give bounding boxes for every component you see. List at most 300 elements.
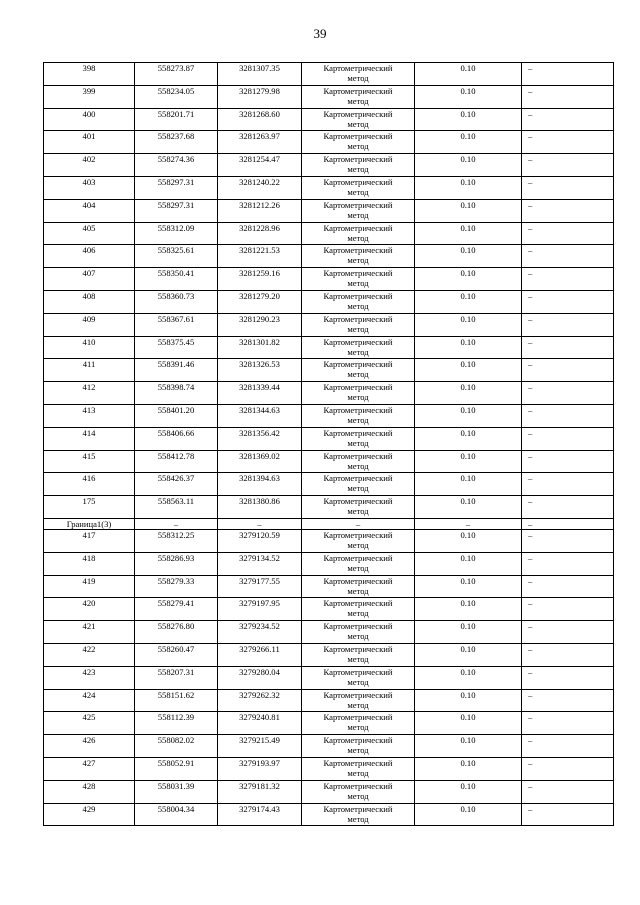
method-line-1: Картометрический	[323, 780, 393, 791]
method-cell	[302, 199, 415, 222]
coordinates-table-body	[44, 63, 614, 826]
method-cell	[302, 154, 415, 177]
method-line-2: метод	[347, 278, 369, 289]
note-cell: –	[522, 154, 614, 177]
method-cell	[302, 643, 415, 666]
x-coordinate-cell: 558350.41	[135, 268, 218, 291]
precision-cell: 0.10	[415, 268, 522, 291]
table-row	[44, 222, 614, 245]
x-coordinate-cell: 558297.31	[135, 199, 218, 222]
table-row	[44, 63, 614, 86]
note-cell: –	[522, 780, 614, 803]
method-line-2: метод	[347, 95, 369, 106]
note-cell: –	[522, 222, 614, 245]
note-cell: –	[522, 176, 614, 199]
y-coordinate-cell: 3281212.26	[218, 199, 302, 222]
x-coordinate-cell: 558279.41	[135, 598, 218, 621]
point-number-cell: 421	[44, 621, 135, 644]
x-coordinate-cell: 558031.39	[135, 780, 218, 803]
method-cell	[302, 598, 415, 621]
point-number-cell: 418	[44, 552, 135, 575]
note-cell: –	[522, 199, 614, 222]
method-line-1: Картометрический	[323, 404, 393, 415]
note-cell: –	[522, 336, 614, 359]
x-coordinate-cell: 558391.46	[135, 359, 218, 382]
point-number-cell: 420	[44, 598, 135, 621]
note-cell: –	[522, 85, 614, 108]
y-coordinate-cell: 3279174.43	[218, 803, 302, 826]
x-coordinate-cell: 558151.62	[135, 689, 218, 712]
precision-cell: 0.10	[415, 598, 522, 621]
method-cell	[302, 575, 415, 598]
y-coordinate-cell: 3281394.63	[218, 473, 302, 496]
method-line-2: метод	[347, 73, 369, 83]
method-cell	[302, 268, 415, 291]
method-line-2: метод	[347, 141, 369, 152]
method-cell	[302, 131, 415, 154]
method-line-1: Картометрический	[323, 598, 393, 609]
y-coordinate-cell: 3279215.49	[218, 735, 302, 758]
method-cell	[302, 85, 415, 108]
y-coordinate-cell: 3279177.55	[218, 575, 302, 598]
table-row	[44, 712, 614, 735]
method-line-1: Картометрический	[323, 131, 393, 142]
precision-cell: 0.10	[415, 108, 522, 131]
precision-cell: 0.10	[415, 222, 522, 245]
x-coordinate-cell: 558082.02	[135, 735, 218, 758]
precision-cell: 0.10	[415, 427, 522, 450]
note-cell: –	[522, 598, 614, 621]
x-coordinate-cell: 558201.71	[135, 108, 218, 131]
precision-cell: 0.10	[415, 473, 522, 496]
method-line-1: Картометрический	[323, 176, 393, 187]
method-line-1: Картометрический	[323, 552, 393, 563]
point-number-cell: 403	[44, 176, 135, 199]
x-coordinate-cell: 558325.61	[135, 245, 218, 268]
y-coordinate-cell: 3279262.32	[218, 689, 302, 712]
table-row	[44, 290, 614, 313]
note-cell: –	[522, 108, 614, 131]
note-cell: –	[522, 63, 614, 86]
method-cell	[302, 108, 415, 131]
method-cell	[302, 473, 415, 496]
x-coordinate-cell: 558297.31	[135, 176, 218, 199]
method-line-2: метод	[347, 745, 369, 756]
method-line-2: метод	[347, 562, 369, 573]
method-line-2: метод	[347, 767, 369, 778]
method-cell	[302, 496, 415, 519]
y-coordinate-cell: –	[218, 518, 302, 529]
table-row	[44, 427, 614, 450]
point-number-cell: 422	[44, 643, 135, 666]
method-line-1: Картометрический	[323, 575, 393, 586]
point-number-cell: 414	[44, 427, 135, 450]
table-row	[44, 643, 614, 666]
method-line-2: метод	[347, 653, 369, 664]
precision-cell: 0.10	[415, 245, 522, 268]
method-cell	[302, 336, 415, 359]
table-row	[44, 666, 614, 689]
y-coordinate-cell: 3281279.20	[218, 290, 302, 313]
x-coordinate-cell: 558273.87	[135, 63, 218, 86]
note-cell: –	[522, 359, 614, 382]
method-cell	[302, 780, 415, 803]
note-cell: –	[522, 803, 614, 826]
table-row	[44, 176, 614, 199]
method-cell	[302, 757, 415, 780]
table-row	[44, 268, 614, 291]
point-number-cell: 416	[44, 473, 135, 496]
method-line-2: метод	[347, 323, 369, 334]
method-line-1: Картометрический	[323, 450, 393, 461]
method-line-1: Картометрический	[323, 712, 393, 723]
method-line-1: Картометрический	[323, 245, 393, 256]
method-line-2: метод	[347, 392, 369, 403]
note-cell: –	[522, 643, 614, 666]
precision-cell: 0.10	[415, 643, 522, 666]
method-line-2: метод	[347, 631, 369, 642]
method-cell	[302, 222, 415, 245]
table-row	[44, 735, 614, 758]
note-cell: –	[522, 245, 614, 268]
table-row	[44, 245, 614, 268]
method-line-2: метод	[347, 118, 369, 129]
point-number-cell: 419	[44, 575, 135, 598]
precision-cell: 0.10	[415, 313, 522, 336]
y-coordinate-cell: 3279193.97	[218, 757, 302, 780]
method-line-1: Картометрический	[323, 757, 393, 768]
note-cell: –	[522, 404, 614, 427]
y-coordinate-cell: 3281369.02	[218, 450, 302, 473]
point-number-cell: 426	[44, 735, 135, 758]
y-coordinate-cell: 3281268.60	[218, 108, 302, 131]
y-coordinate-cell: 3281228.96	[218, 222, 302, 245]
y-coordinate-cell: 3281221.53	[218, 245, 302, 268]
method-line-1: Картометрический	[323, 268, 393, 279]
precision-cell: 0.10	[415, 575, 522, 598]
note-cell: –	[522, 529, 614, 552]
y-coordinate-cell: 3281240.22	[218, 176, 302, 199]
precision-cell: 0.10	[415, 359, 522, 382]
point-number-cell: 424	[44, 689, 135, 712]
method-cell	[302, 689, 415, 712]
method-cell	[302, 427, 415, 450]
x-coordinate-cell: 558207.31	[135, 666, 218, 689]
y-coordinate-cell: 3281326.53	[218, 359, 302, 382]
table-row	[44, 131, 614, 154]
method-line-1: Картометрический	[323, 154, 393, 165]
method-line-1: Картометрический	[323, 689, 393, 700]
precision-cell: –	[415, 518, 522, 529]
x-coordinate-cell: 558286.93	[135, 552, 218, 575]
x-coordinate-cell: 558279.33	[135, 575, 218, 598]
method-line-2: метод	[347, 232, 369, 243]
table-row	[44, 621, 614, 644]
note-cell: –	[522, 427, 614, 450]
x-coordinate-cell: 558112.39	[135, 712, 218, 735]
precision-cell: 0.10	[415, 803, 522, 826]
precision-cell: 0.10	[415, 85, 522, 108]
x-coordinate-cell: 558426.37	[135, 473, 218, 496]
note-cell: –	[522, 382, 614, 405]
coordinates-table	[43, 62, 614, 826]
precision-cell: 0.10	[415, 154, 522, 177]
point-number-cell: 409	[44, 313, 135, 336]
method-line-2: метод	[347, 460, 369, 471]
y-coordinate-cell: 3281301.82	[218, 336, 302, 359]
x-coordinate-cell: 558360.73	[135, 290, 218, 313]
method-line-1: Картометрический	[323, 735, 393, 746]
method-line-1: Картометрический	[323, 643, 393, 654]
precision-cell: 0.10	[415, 529, 522, 552]
x-coordinate-cell: 558406.66	[135, 427, 218, 450]
method-line-2: метод	[347, 585, 369, 596]
precision-cell: 0.10	[415, 780, 522, 803]
method-line-2: метод	[347, 209, 369, 220]
note-cell: –	[522, 552, 614, 575]
note-cell: –	[522, 575, 614, 598]
y-coordinate-cell: 3281344.63	[218, 404, 302, 427]
point-number-cell: 411	[44, 359, 135, 382]
x-coordinate-cell: 558412.78	[135, 450, 218, 473]
point-number-cell: 408	[44, 290, 135, 313]
method-line-2: метод	[347, 483, 369, 494]
note-cell: –	[522, 666, 614, 689]
y-coordinate-cell: 3279120.59	[218, 529, 302, 552]
method-line-1: Картометрический	[323, 63, 393, 73]
precision-cell: 0.10	[415, 176, 522, 199]
note-cell: –	[522, 450, 614, 473]
y-coordinate-cell: 3281356.42	[218, 427, 302, 450]
x-coordinate-cell: 558367.61	[135, 313, 218, 336]
table-row	[44, 598, 614, 621]
point-number-cell: 417	[44, 529, 135, 552]
point-number-cell: 407	[44, 268, 135, 291]
point-number-cell: 415	[44, 450, 135, 473]
point-number-cell: 401	[44, 131, 135, 154]
method-line-1: Картометрический	[323, 803, 393, 814]
page-number: 39	[313, 26, 327, 41]
table-row	[44, 757, 614, 780]
precision-cell: 0.10	[415, 63, 522, 86]
table-row	[44, 689, 614, 712]
y-coordinate-cell: 3281259.16	[218, 268, 302, 291]
method-line-2: метод	[347, 300, 369, 311]
x-coordinate-cell: 558274.36	[135, 154, 218, 177]
note-cell: –	[522, 621, 614, 644]
y-coordinate-cell: 3281307.35	[218, 63, 302, 86]
point-number-cell: 399	[44, 85, 135, 108]
x-coordinate-cell: 558234.05	[135, 85, 218, 108]
precision-cell: 0.10	[415, 735, 522, 758]
method-line-2: метод	[347, 813, 369, 824]
x-coordinate-cell: –	[135, 518, 218, 529]
method-line-2: метод	[347, 699, 369, 710]
note-cell: –	[522, 313, 614, 336]
method-line-1: Картометрический	[323, 382, 393, 393]
y-coordinate-cell: 3281263.97	[218, 131, 302, 154]
table-row	[44, 450, 614, 473]
method-line-1: Картометрический	[323, 336, 393, 347]
point-number-cell: 413	[44, 404, 135, 427]
precision-cell: 0.10	[415, 757, 522, 780]
table-row	[44, 382, 614, 405]
method-cell	[302, 621, 415, 644]
method-line-2: метод	[347, 676, 369, 687]
y-coordinate-cell: 3281279.98	[218, 85, 302, 108]
table-row	[44, 496, 614, 519]
x-coordinate-cell: 558398.74	[135, 382, 218, 405]
precision-cell: 0.10	[415, 496, 522, 519]
method-line-2: метод	[347, 369, 369, 380]
table-row	[44, 313, 614, 336]
method-line-2: метод	[347, 437, 369, 448]
precision-cell: 0.10	[415, 199, 522, 222]
method-line-1: Картометрический	[323, 313, 393, 324]
method-cell	[302, 712, 415, 735]
table-row	[44, 108, 614, 131]
method-line-2: метод	[347, 164, 369, 175]
precision-cell: 0.10	[415, 290, 522, 313]
point-number-cell: 406	[44, 245, 135, 268]
method-line-1: Картометрический	[323, 621, 393, 632]
y-coordinate-cell: 3281380.86	[218, 496, 302, 519]
y-coordinate-cell: 3281339.44	[218, 382, 302, 405]
method-line-2: метод	[347, 346, 369, 357]
method-line-2: метод	[347, 539, 369, 550]
point-number-cell: 427	[44, 757, 135, 780]
y-coordinate-cell: 3279240.81	[218, 712, 302, 735]
precision-cell: 0.10	[415, 404, 522, 427]
x-coordinate-cell: 558004.34	[135, 803, 218, 826]
x-coordinate-cell: 558276.80	[135, 621, 218, 644]
method-cell	[302, 290, 415, 313]
method-line-2: метод	[347, 608, 369, 619]
precision-cell: 0.10	[415, 621, 522, 644]
method-cell	[302, 245, 415, 268]
y-coordinate-cell: 3279266.11	[218, 643, 302, 666]
note-cell: –	[522, 689, 614, 712]
method-line-2: метод	[347, 722, 369, 733]
precision-cell: 0.10	[415, 131, 522, 154]
note-cell: –	[522, 268, 614, 291]
method-line-2: метод	[347, 255, 369, 266]
y-coordinate-cell: 3281290.23	[218, 313, 302, 336]
method-line-2: метод	[347, 506, 369, 517]
y-coordinate-cell: 3281254.47	[218, 154, 302, 177]
x-coordinate-cell: 558312.09	[135, 222, 218, 245]
note-cell: –	[522, 496, 614, 519]
method-line-1: Картометрический	[323, 359, 393, 370]
note-cell: –	[522, 735, 614, 758]
method-line-1: Картометрический	[323, 473, 393, 484]
method-cell: –	[302, 518, 415, 529]
y-coordinate-cell: 3279234.52	[218, 621, 302, 644]
precision-cell: 0.10	[415, 382, 522, 405]
method-cell	[302, 63, 415, 86]
point-number-cell: 175	[44, 496, 135, 519]
x-coordinate-cell: 558401.20	[135, 404, 218, 427]
method-cell	[302, 552, 415, 575]
y-coordinate-cell: 3279280.04	[218, 666, 302, 689]
table-row	[44, 336, 614, 359]
note-cell: –	[522, 131, 614, 154]
x-coordinate-cell: 558260.47	[135, 643, 218, 666]
note-cell: –	[522, 518, 614, 529]
point-number-cell: 428	[44, 780, 135, 803]
method-line-1: Картометрический	[323, 290, 393, 301]
method-cell	[302, 382, 415, 405]
method-cell	[302, 176, 415, 199]
point-number-cell: 400	[44, 108, 135, 131]
method-line-2: метод	[347, 790, 369, 801]
y-coordinate-cell: 3279181.32	[218, 780, 302, 803]
table-row	[44, 85, 614, 108]
point-number-cell: 425	[44, 712, 135, 735]
point-number-cell: 402	[44, 154, 135, 177]
method-cell	[302, 735, 415, 758]
point-number-cell: 410	[44, 336, 135, 359]
point-number-cell: 405	[44, 222, 135, 245]
method-cell	[302, 450, 415, 473]
table-row	[44, 154, 614, 177]
note-cell: –	[522, 757, 614, 780]
method-line-1: Картометрический	[323, 529, 393, 540]
point-number-cell: 429	[44, 803, 135, 826]
x-coordinate-cell: 558312.25	[135, 529, 218, 552]
table-row	[44, 404, 614, 427]
method-cell	[302, 803, 415, 826]
precision-cell: 0.10	[415, 689, 522, 712]
method-line-2: метод	[347, 414, 369, 425]
precision-cell: 0.10	[415, 712, 522, 735]
x-coordinate-cell: 558563.11	[135, 496, 218, 519]
boundary-label-cell: Граница1(3)	[44, 518, 135, 529]
table-row	[44, 780, 614, 803]
note-cell: –	[522, 290, 614, 313]
precision-cell: 0.10	[415, 552, 522, 575]
point-number-cell: 404	[44, 199, 135, 222]
method-cell	[302, 404, 415, 427]
table-row	[44, 552, 614, 575]
method-line-1: Картометрический	[323, 222, 393, 233]
method-cell	[302, 313, 415, 336]
method-cell	[302, 529, 415, 552]
method-cell	[302, 359, 415, 382]
table-row	[44, 529, 614, 552]
precision-cell: 0.10	[415, 666, 522, 689]
method-line-1: Картометрический	[323, 427, 393, 438]
y-coordinate-cell: 3279134.52	[218, 552, 302, 575]
table-row	[44, 199, 614, 222]
method-line-1: Картометрический	[323, 108, 393, 119]
method-line-1: Картометрический	[323, 496, 393, 507]
table-row	[44, 803, 614, 826]
boundary-row	[44, 518, 614, 529]
x-coordinate-cell: 558375.45	[135, 336, 218, 359]
precision-cell: 0.10	[415, 336, 522, 359]
precision-cell: 0.10	[415, 450, 522, 473]
method-cell	[302, 666, 415, 689]
note-cell: –	[522, 712, 614, 735]
note-cell: –	[522, 473, 614, 496]
point-number-cell: 412	[44, 382, 135, 405]
x-coordinate-cell: 558237.68	[135, 131, 218, 154]
point-number-cell: 423	[44, 666, 135, 689]
method-line-1: Картометрический	[323, 199, 393, 210]
point-number-cell: 398	[44, 63, 135, 86]
table-row	[44, 359, 614, 382]
